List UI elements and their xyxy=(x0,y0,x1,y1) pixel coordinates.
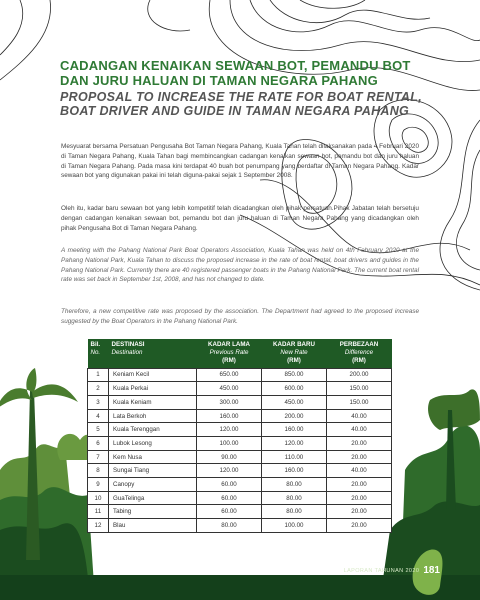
cell-previous-rate: 80.00 xyxy=(197,519,262,533)
title-malay xyxy=(60,58,440,88)
cell-new-rate: 600.00 xyxy=(262,382,327,396)
page-number: 181 xyxy=(423,565,440,576)
title-english-line-1: PROPOSAL TO INCREASE THE RATE FOR BOAT RENTAL, xyxy=(60,90,422,104)
cell-new-rate: 450.00 xyxy=(262,395,327,409)
cell-destination: Tabing xyxy=(109,505,197,519)
cell-destination: Kuala Perkai xyxy=(109,382,197,396)
header-new-rate-ms: KADAR BARU xyxy=(273,341,315,348)
header-difference-en: Difference xyxy=(344,349,374,357)
page-heading xyxy=(60,58,440,118)
cell-previous-rate: 650.00 xyxy=(197,368,262,382)
paragraph-malay-1: Mesyuarat bersama Persatuan Pengusaha Bot Taman Negara Pahang, Kuala Tahan telah dilaksanakan pada 4 Februari 2020 di Taman Negara Pahang, Kuala Tahan bagi membincangkan cadangan kenaikan sewaan bot, pemandu bot dan juru haluan di Taman Negara Pahang. Pada masa kini terdapat 40 buah bot penumpang yang berdaftar di Taman Negara Pahang. Kadar sewaan bot yang digunakan pakai ini telah diguna-pakai sejak 1 September 2008. xyxy=(61,143,419,180)
cell-previous-rate: 60.00 xyxy=(197,478,262,492)
cell-previous-rate: 120.00 xyxy=(197,464,262,478)
header-previous-rate-unit: (RM) xyxy=(222,357,236,365)
cell-no: 5 xyxy=(88,423,109,437)
cell-no: 10 xyxy=(88,491,109,505)
boat-rental-rate-table xyxy=(87,339,392,533)
header-difference-unit: (RM) xyxy=(352,357,366,365)
cell-difference: 20.00 xyxy=(327,519,392,533)
cell-no: 11 xyxy=(88,505,109,519)
table-row xyxy=(88,450,392,464)
cell-no: 12 xyxy=(88,519,109,533)
title-english xyxy=(60,90,440,118)
cell-no: 8 xyxy=(88,464,109,478)
cell-new-rate: 850.00 xyxy=(262,368,327,382)
title-english-line-2: BOAT DRIVER AND GUIDE IN TAMAN NEGARA PAHANG xyxy=(60,104,410,118)
header-difference-ms: PERBEZAAN xyxy=(339,341,379,348)
cell-new-rate: 110.00 xyxy=(262,450,327,464)
table-row xyxy=(88,437,392,451)
table-row xyxy=(88,409,392,423)
cell-new-rate: 120.00 xyxy=(262,437,327,451)
cell-destination: Kem Nusa xyxy=(109,450,197,464)
cell-no: 3 xyxy=(88,395,109,409)
cell-difference: 150.00 xyxy=(327,382,392,396)
cell-difference: 20.00 xyxy=(327,505,392,519)
cell-difference: 150.00 xyxy=(327,395,392,409)
cell-difference: 200.00 xyxy=(327,368,392,382)
table-row xyxy=(88,464,392,478)
header-destination-en: Destination xyxy=(111,349,143,357)
header-previous-rate-en: Previous Rate xyxy=(209,349,249,357)
cell-new-rate: 160.00 xyxy=(262,464,327,478)
table-row xyxy=(88,519,392,533)
title-malay-line-2: DAN JURU HALUAN DI TAMAN NEGARA PAHANG xyxy=(60,73,378,88)
paragraph-malay-2: Oleh itu, kadar baru sewaan bot yang lebih kompetitif telah dicadangkan oleh pihak persatuan.Pihak Jabatan telah bersetuju dengan cadangan kenaikan sewaan bot, pemandu bot dan juru haluan di Taman Negara Pahang yang dicadangkan oleh pihak Pengusaha Bot di Taman Negara Pahang. xyxy=(61,205,419,232)
cell-difference: 40.00 xyxy=(327,464,392,478)
cell-difference: 20.00 xyxy=(327,491,392,505)
cell-no: 6 xyxy=(88,437,109,451)
table-row xyxy=(88,395,392,409)
cell-previous-rate: 160.00 xyxy=(197,409,262,423)
cell-no: 9 xyxy=(88,478,109,492)
cell-new-rate: 160.00 xyxy=(262,423,327,437)
table-row xyxy=(88,478,392,492)
cell-no: 4 xyxy=(88,409,109,423)
header-no-ms: Bil. xyxy=(90,341,101,348)
header-destination-ms: DESTINASI xyxy=(111,341,145,348)
cell-no: 7 xyxy=(88,450,109,464)
header-new-rate-unit: (RM) xyxy=(287,357,301,365)
cell-destination: Kuala Keniam xyxy=(109,395,197,409)
header-previous-rate-ms: KADAR LAMA xyxy=(208,341,250,348)
cell-destination: Lubok Lesong xyxy=(109,437,197,451)
cell-new-rate: 200.00 xyxy=(262,409,327,423)
cell-no: 2 xyxy=(88,382,109,396)
table-row xyxy=(88,382,392,396)
table-row xyxy=(88,368,392,382)
cell-previous-rate: 90.00 xyxy=(197,450,262,464)
header-new-rate-en: New Rate xyxy=(280,349,308,357)
cell-destination: GuaTelinga xyxy=(109,491,197,505)
table-row xyxy=(88,423,392,437)
table-row xyxy=(88,505,392,519)
cell-difference: 20.00 xyxy=(327,450,392,464)
cell-destination: Lata Berkoh xyxy=(109,409,197,423)
header-previous-rate xyxy=(197,339,262,368)
header-new-rate xyxy=(262,339,327,368)
cell-previous-rate: 60.00 xyxy=(197,505,262,519)
header-no-en: No. xyxy=(90,349,101,357)
table-header-row xyxy=(88,339,392,368)
cell-previous-rate: 300.00 xyxy=(197,395,262,409)
cell-new-rate: 100.00 xyxy=(262,519,327,533)
cell-new-rate: 80.00 xyxy=(262,478,327,492)
paragraph-english-2: Therefore, a new competitive rate was proposed by the association. The Department had agreed to the proposed increase suggested by the Boat Operators in the Pahang National Park. xyxy=(61,308,419,325)
paragraph-english-1: A meeting with the Pahang National Park Boat Operators Association, Kuala Tahan was held on 4th February 2020 at the Pahang National Park, Kuala Tahan to discuss the proposed increase in the rate of boat rental, boat drivers and guides in the Pahang National Park. Currently there are 40 registered passenger boats in the Pahang National Park. The current boat rental rate was set back in September 1st, 2008, and has not changed to date. xyxy=(61,247,419,284)
cell-previous-rate: 450.00 xyxy=(197,382,262,396)
cell-difference: 20.00 xyxy=(327,478,392,492)
cell-destination: Kuala Terenggan xyxy=(109,423,197,437)
footer-report-label: LAPORAN TAHUNAN 2020 xyxy=(343,567,420,574)
cell-destination: Sungai Tiang xyxy=(109,464,197,478)
cell-no: 1 xyxy=(88,368,109,382)
cell-previous-rate: 100.00 xyxy=(197,437,262,451)
cell-new-rate: 80.00 xyxy=(262,505,327,519)
cell-destination: Blau xyxy=(109,519,197,533)
cell-previous-rate: 60.00 xyxy=(197,491,262,505)
cell-new-rate: 80.00 xyxy=(262,491,327,505)
header-difference xyxy=(327,339,392,368)
header-destination xyxy=(109,339,197,368)
cell-difference: 40.00 xyxy=(327,423,392,437)
cell-destination: Canopy xyxy=(109,478,197,492)
table-row xyxy=(88,491,392,505)
cell-previous-rate: 120.00 xyxy=(197,423,262,437)
page-footer xyxy=(344,565,440,576)
header-no xyxy=(88,339,109,368)
cell-difference: 40.00 xyxy=(327,409,392,423)
title-malay-line-1: CADANGAN KENAIKAN SEWAAN BOT, PEMANDU BOT xyxy=(60,58,411,73)
cell-destination: Keniam Kecil xyxy=(109,368,197,382)
cell-difference: 20.00 xyxy=(327,437,392,451)
